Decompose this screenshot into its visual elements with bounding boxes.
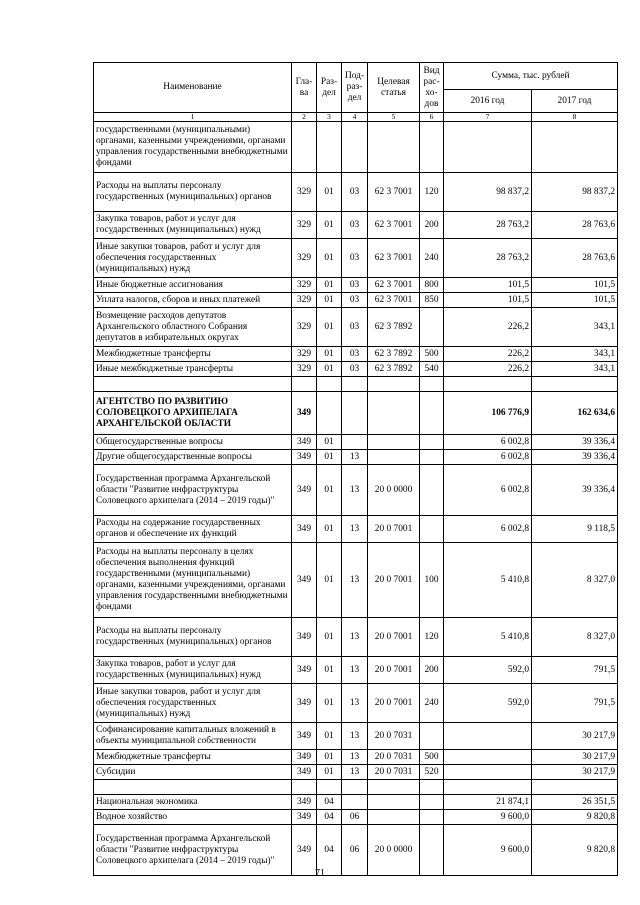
row-sum-2016: 6 002,8 <box>444 516 532 543</box>
budget-table <box>93 62 618 876</box>
row-razdel: 01 <box>317 239 342 278</box>
table-row <box>94 239 618 278</box>
row-glava: 349 <box>292 392 317 435</box>
row-sum-2016: 9 600,0 <box>444 810 532 825</box>
table-row <box>94 278 618 293</box>
row-glava: 349 <box>292 516 317 543</box>
row-razdel: 01 <box>317 750 342 765</box>
row-name: АГЕНТСТВО ПО РАЗВИТИЮ СОЛОВЕЦКОГО АРХИПЕЛАГА АРХАНГЕЛЬСКОЙ ОБЛАСТИ <box>94 392 292 435</box>
row-podrazdel: 06 <box>342 810 368 825</box>
row-target: 20 0 7031 <box>368 750 420 765</box>
col-header-target <box>368 63 420 113</box>
column-number: 2 <box>292 113 317 122</box>
row-name: Государственная программа Архангельской области "Развитие инфраструктуры Соловецкого архипелага (2014 – 2019 годы)" <box>94 825 292 876</box>
row-target: 62 3 7001 <box>368 212 420 239</box>
row-sum-2017 <box>532 122 618 173</box>
spacer-cell <box>342 780 368 795</box>
row-razdel: 01 <box>317 465 342 516</box>
row-sum-2017: 9 118,5 <box>532 516 618 543</box>
row-name: Водное хозяйство <box>94 810 292 825</box>
col-header-glava <box>292 63 317 113</box>
row-sum-2017: 30 217,9 <box>532 765 618 780</box>
row-podrazdel: 03 <box>342 347 368 362</box>
spacer-cell <box>94 377 292 392</box>
row-name: Уплата налогов, сборов и иных платежей <box>94 293 292 308</box>
row-sum-2017: 98 837,2 <box>532 173 618 212</box>
col-header-podrazdel-text: Под- раз- дел <box>344 71 365 103</box>
spacer-cell <box>342 377 368 392</box>
row-sum-2017: 39 336,4 <box>532 465 618 516</box>
row-glava: 349 <box>292 810 317 825</box>
row-vid <box>420 795 444 810</box>
row-sum-2016: 21 874,1 <box>444 795 532 810</box>
row-sum-2017: 101,5 <box>532 278 618 293</box>
row-name: Государственная программа Архангельской области "Развитие инфраструктуры Соловецкого архипелага (2014 – 2019 годы)" <box>94 465 292 516</box>
row-razdel: 01 <box>317 212 342 239</box>
spacer-cell <box>444 780 532 795</box>
table-row <box>94 465 618 516</box>
row-sum-2017: 791,5 <box>532 657 618 684</box>
row-target: 20 0 0000 <box>368 465 420 516</box>
row-sum-2017: 30 217,9 <box>532 723 618 750</box>
row-sum-2016 <box>444 765 532 780</box>
table-row <box>94 212 618 239</box>
row-sum-2017: 9 820,8 <box>532 825 618 876</box>
row-sum-2016 <box>444 750 532 765</box>
spacer-cell <box>317 780 342 795</box>
spacer-cell <box>94 780 292 795</box>
spacer-cell <box>532 377 618 392</box>
table-row <box>94 122 618 173</box>
row-name: Другие общегосударственные вопросы <box>94 450 292 465</box>
row-vid: 240 <box>420 684 444 723</box>
spacer-cell <box>368 780 420 795</box>
row-glava: 349 <box>292 435 317 450</box>
row-razdel: 04 <box>317 810 342 825</box>
spacer-cell <box>292 377 317 392</box>
row-podrazdel <box>342 122 368 173</box>
row-name: Закупка товаров, работ и услуг для государственных (муниципальных) нужд <box>94 657 292 684</box>
col-header-podrazdel <box>342 63 368 113</box>
row-vid <box>420 435 444 450</box>
row-target: 20 0 7001 <box>368 684 420 723</box>
row-vid: 850 <box>420 293 444 308</box>
row-sum-2016: 6 002,8 <box>444 450 532 465</box>
row-sum-2016: 101,5 <box>444 293 532 308</box>
col-header-target-text: Целевая статья <box>377 76 410 98</box>
row-razdel: 01 <box>317 293 342 308</box>
row-target: 20 0 7031 <box>368 765 420 780</box>
row-glava: 329 <box>292 278 317 293</box>
row-sum-2017: 791,5 <box>532 684 618 723</box>
spacer-cell <box>420 377 444 392</box>
table-row <box>94 308 618 347</box>
table-row <box>94 618 618 657</box>
row-sum-2017: 30 217,9 <box>532 750 618 765</box>
row-podrazdel: 13 <box>342 516 368 543</box>
row-vid: 520 <box>420 765 444 780</box>
row-podrazdel: 03 <box>342 239 368 278</box>
column-number: 3 <box>317 113 342 122</box>
row-name: Иные межбюджетные трансферты <box>94 362 292 377</box>
row-razdel: 01 <box>317 173 342 212</box>
row-glava: 329 <box>292 212 317 239</box>
row-sum-2016: 592,0 <box>444 684 532 723</box>
row-target: 62 3 7892 <box>368 347 420 362</box>
row-sum-2016: 226,2 <box>444 308 532 347</box>
row-target: 62 3 7892 <box>368 308 420 347</box>
row-name: Межбюджетные трансферты <box>94 750 292 765</box>
col-header-razdel <box>317 63 342 113</box>
row-razdel <box>317 122 342 173</box>
row-vid: 120 <box>420 173 444 212</box>
row-sum-2017: 26 351,5 <box>532 795 618 810</box>
col-header-vid-text: Вид рас- хо- дов <box>423 65 440 109</box>
column-number: 5 <box>368 113 420 122</box>
row-podrazdel: 13 <box>342 465 368 516</box>
row-razdel: 01 <box>317 765 342 780</box>
table-row <box>94 723 618 750</box>
column-number: 4 <box>342 113 368 122</box>
row-sum-2017: 8 327,0 <box>532 618 618 657</box>
row-glava: 349 <box>292 657 317 684</box>
table-row <box>94 543 618 618</box>
row-name: Возмещение расходов депутатов Архангельского областного Собрания депутатов в избирательных округах <box>94 308 292 347</box>
spacer-cell <box>444 377 532 392</box>
spacer-cell <box>317 377 342 392</box>
table-row <box>94 765 618 780</box>
table-row <box>94 516 618 543</box>
column-number: 7 <box>444 113 532 122</box>
table-row <box>94 435 618 450</box>
row-glava: 329 <box>292 308 317 347</box>
col-header-sum: Сумма, тыс. рублей <box>444 63 618 90</box>
row-vid: 500 <box>420 750 444 765</box>
row-glava: 329 <box>292 347 317 362</box>
row-target <box>368 122 420 173</box>
row-vid: 100 <box>420 543 444 618</box>
row-podrazdel: 03 <box>342 278 368 293</box>
row-razdel: 01 <box>317 618 342 657</box>
spacer-row <box>94 780 618 795</box>
row-glava: 329 <box>292 239 317 278</box>
row-razdel: 01 <box>317 308 342 347</box>
spacer-cell <box>368 377 420 392</box>
row-glava: 349 <box>292 765 317 780</box>
table-row <box>94 392 618 435</box>
row-sum-2017: 343,1 <box>532 347 618 362</box>
row-razdel: 01 <box>317 347 342 362</box>
row-sum-2016: 592,0 <box>444 657 532 684</box>
col-header-vid <box>420 63 444 113</box>
table-row <box>94 750 618 765</box>
row-glava: 329 <box>292 362 317 377</box>
row-name: Расходы на содержание государственных органов и обеспечение их функций <box>94 516 292 543</box>
table-row <box>94 362 618 377</box>
row-razdel: 01 <box>317 543 342 618</box>
row-target: 62 3 7892 <box>368 362 420 377</box>
row-sum-2016: 106 776,9 <box>444 392 532 435</box>
row-name: Межбюджетные трансферты <box>94 347 292 362</box>
row-vid: 500 <box>420 347 444 362</box>
col-header-razdel-text: Раз- дел <box>320 76 338 98</box>
row-sum-2017: 8 327,0 <box>532 543 618 618</box>
row-target <box>368 810 420 825</box>
row-name: Закупка товаров, работ и услуг для государственных (муниципальных) нужд <box>94 212 292 239</box>
col-header-2017: 2017 год <box>532 90 618 113</box>
row-target: 20 0 7001 <box>368 516 420 543</box>
column-number-row <box>94 113 618 122</box>
row-target <box>368 435 420 450</box>
row-razdel: 01 <box>317 516 342 543</box>
row-target: 20 0 0000 <box>368 825 420 876</box>
page-number: 71 <box>315 868 325 879</box>
row-podrazdel: 03 <box>342 173 368 212</box>
row-razdel: 01 <box>317 450 342 465</box>
row-sum-2016: 226,2 <box>444 362 532 377</box>
column-number: 1 <box>94 113 292 122</box>
row-podrazdel: 03 <box>342 212 368 239</box>
row-target: 20 0 7001 <box>368 657 420 684</box>
row-target <box>368 795 420 810</box>
row-sum-2017: 39 336,4 <box>532 435 618 450</box>
row-razdel: 01 <box>317 723 342 750</box>
row-vid <box>420 516 444 543</box>
row-podrazdel <box>342 435 368 450</box>
row-sum-2016: 28 763,2 <box>444 212 532 239</box>
row-name: Расходы на выплаты персоналу в целях обеспечения выполнения функций государственными (муниципальными) органами, казенными учреждениями, органами управления государственными внебюджетными фондами <box>94 543 292 618</box>
row-podrazdel: 13 <box>342 684 368 723</box>
row-podrazdel: 13 <box>342 723 368 750</box>
row-sum-2017: 101,5 <box>532 293 618 308</box>
row-target: 62 3 7001 <box>368 239 420 278</box>
row-podrazdel <box>342 392 368 435</box>
row-name: Расходы на выплаты персоналу государственных (муниципальных) органов <box>94 173 292 212</box>
row-vid <box>420 723 444 750</box>
row-sum-2016: 5 410,8 <box>444 543 532 618</box>
row-vid: 240 <box>420 239 444 278</box>
table-row <box>94 657 618 684</box>
row-name: Расходы на выплаты персоналу государственных (муниципальных) органов <box>94 618 292 657</box>
row-sum-2016: 98 837,2 <box>444 173 532 212</box>
row-vid <box>420 450 444 465</box>
col-header-2016: 2016 год <box>444 90 532 113</box>
row-name: Софинансирование капитальных вложений в объекты муниципальной собственности <box>94 723 292 750</box>
row-target: 20 0 7001 <box>368 618 420 657</box>
row-podrazdel: 13 <box>342 765 368 780</box>
table-row <box>94 810 618 825</box>
row-vid: 540 <box>420 362 444 377</box>
row-razdel: 01 <box>317 684 342 723</box>
row-glava: 349 <box>292 723 317 750</box>
row-podrazdel: 13 <box>342 750 368 765</box>
row-razdel: 01 <box>317 435 342 450</box>
row-vid <box>420 122 444 173</box>
row-glava: 349 <box>292 450 317 465</box>
row-glava: 349 <box>292 795 317 810</box>
row-razdel: 04 <box>317 795 342 810</box>
row-sum-2016 <box>444 122 532 173</box>
row-sum-2016: 5 410,8 <box>444 618 532 657</box>
row-sum-2017: 28 763,6 <box>532 212 618 239</box>
row-target: 62 3 7001 <box>368 278 420 293</box>
row-razdel: 04 <box>317 825 342 876</box>
row-target: 20 0 7031 <box>368 723 420 750</box>
spacer-cell <box>532 780 618 795</box>
row-glava: 349 <box>292 684 317 723</box>
row-name: Субсидии <box>94 765 292 780</box>
row-target: 62 3 7001 <box>368 173 420 212</box>
table-row <box>94 684 618 723</box>
row-glava: 349 <box>292 618 317 657</box>
row-vid: 800 <box>420 278 444 293</box>
row-podrazdel: 13 <box>342 657 368 684</box>
row-name: Иные бюджетные ассигнования <box>94 278 292 293</box>
row-glava: 329 <box>292 173 317 212</box>
spacer-cell <box>420 780 444 795</box>
row-vid: 120 <box>420 618 444 657</box>
row-razdel: 01 <box>317 657 342 684</box>
table-row <box>94 173 618 212</box>
row-vid <box>420 810 444 825</box>
row-podrazdel: 13 <box>342 618 368 657</box>
row-vid <box>420 465 444 516</box>
row-podrazdel: 03 <box>342 362 368 377</box>
row-glava: 349 <box>292 750 317 765</box>
header-row-1 <box>94 63 618 90</box>
row-glava: 349 <box>292 465 317 516</box>
row-vid: 200 <box>420 657 444 684</box>
column-number: 6 <box>420 113 444 122</box>
row-podrazdel: 13 <box>342 450 368 465</box>
row-glava: 349 <box>292 543 317 618</box>
row-name: Иные закупки товаров, работ и услуг для обеспечения государственных (муниципальных) нужд <box>94 684 292 723</box>
table-row <box>94 347 618 362</box>
spacer-cell <box>292 780 317 795</box>
row-sum-2017: 9 820,8 <box>532 810 618 825</box>
row-sum-2016: 6 002,8 <box>444 465 532 516</box>
row-sum-2016 <box>444 723 532 750</box>
row-razdel: 01 <box>317 278 342 293</box>
row-name: Иные закупки товаров, работ и услуг для обеспечения государственных (муниципальных) нужд <box>94 239 292 278</box>
row-sum-2017: 343,1 <box>532 308 618 347</box>
row-glava: 329 <box>292 293 317 308</box>
row-target <box>368 392 420 435</box>
row-sum-2016: 9 600,0 <box>444 825 532 876</box>
row-target <box>368 450 420 465</box>
row-sum-2016: 6 002,8 <box>444 435 532 450</box>
table-body <box>94 122 618 876</box>
spacer-row <box>94 377 618 392</box>
row-razdel: 01 <box>317 362 342 377</box>
row-podrazdel <box>342 795 368 810</box>
row-glava: 349 <box>292 825 317 876</box>
col-header-glava-text: Гла- ва <box>295 76 313 98</box>
row-target: 20 0 7001 <box>368 543 420 618</box>
row-sum-2017: 39 336,4 <box>532 450 618 465</box>
row-podrazdel: 03 <box>342 293 368 308</box>
row-name: Общегосударственные вопросы <box>94 435 292 450</box>
row-name: Национальная экономика <box>94 795 292 810</box>
row-podrazdel: 03 <box>342 308 368 347</box>
table-row <box>94 450 618 465</box>
row-sum-2016: 28 763,2 <box>444 239 532 278</box>
row-target: 62 3 7001 <box>368 293 420 308</box>
row-vid <box>420 392 444 435</box>
row-sum-2017: 162 634,6 <box>532 392 618 435</box>
col-header-name: Наименование <box>94 63 292 113</box>
row-sum-2016: 226,2 <box>444 347 532 362</box>
row-razdel <box>317 392 342 435</box>
table-row <box>94 795 618 810</box>
row-name: государственными (муниципальными) органами, казенными учреждениями, органами управления государственными внебюджетными фондами <box>94 122 292 173</box>
row-vid <box>420 308 444 347</box>
row-podrazdel: 13 <box>342 543 368 618</box>
row-podrazdel: 06 <box>342 825 368 876</box>
table-row <box>94 293 618 308</box>
row-vid: 200 <box>420 212 444 239</box>
column-number: 8 <box>532 113 618 122</box>
row-sum-2016: 101,5 <box>444 278 532 293</box>
row-sum-2017: 343,1 <box>532 362 618 377</box>
row-sum-2017: 28 763,6 <box>532 239 618 278</box>
row-glava <box>292 122 317 173</box>
